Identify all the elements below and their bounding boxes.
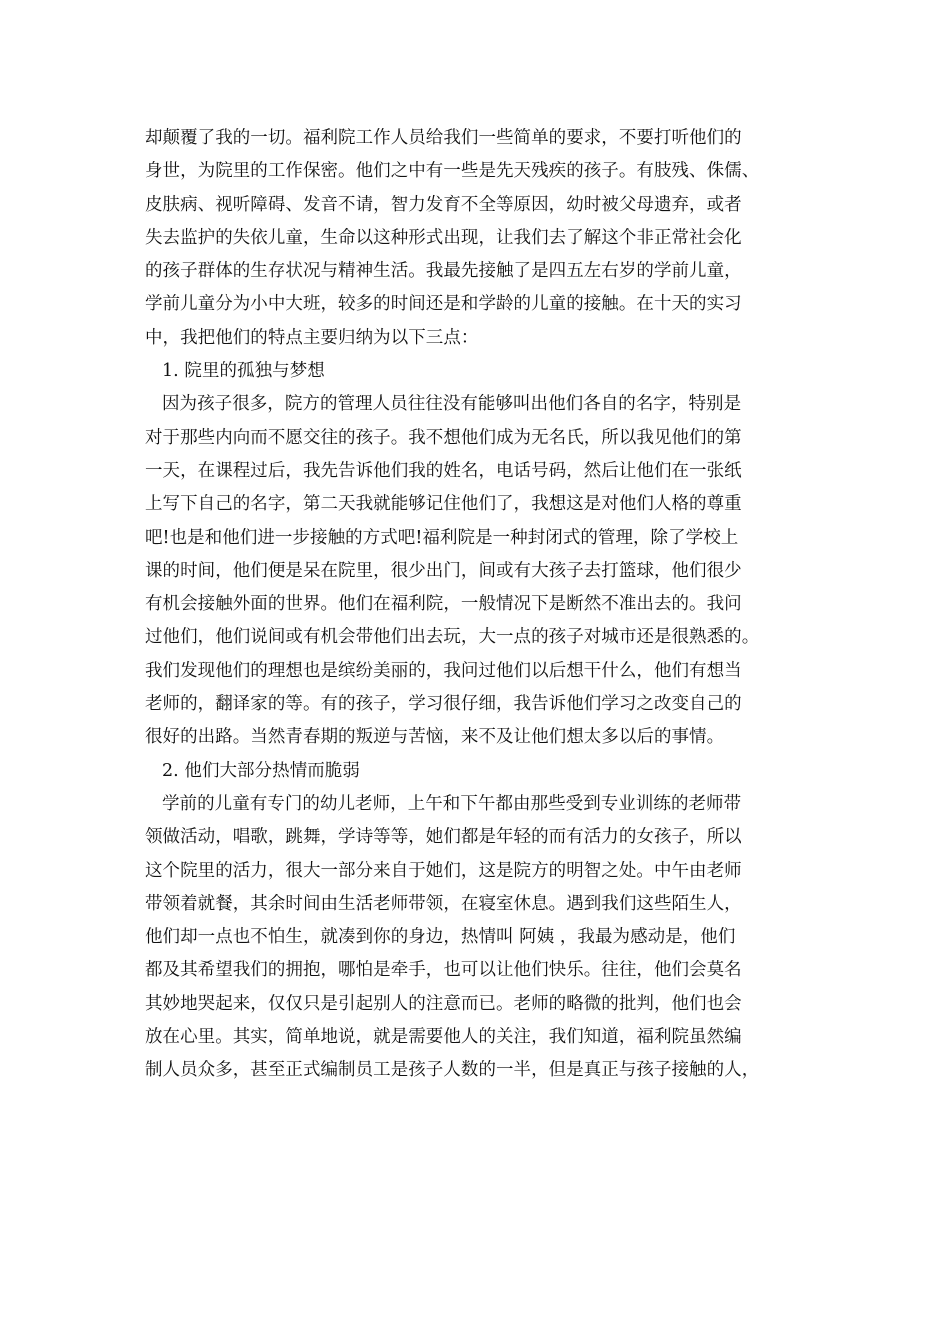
paragraph-line: 都及其希望我们的拥抱，哪怕是牵手，也可以让他们快乐。往往，他们会莫名	[145, 960, 742, 981]
paragraph-line: 其妙地哭起来，仅仅只是引起别人的注意而已。老师的略微的批判，他们也会	[145, 993, 742, 1014]
section-heading: 1. 院里的孤独与梦想	[162, 361, 325, 382]
paragraph-line: 对于那些内向而不愿交往的孩子。我不想他们成为无名氏，所以我见他们的第	[145, 427, 742, 448]
paragraph-line: 身世，为院里的工作保密。他们之中有一些是先天残疾的孩子。有肢残、侏儒、	[145, 161, 760, 182]
paragraph-line: 上写下自己的名字，第二天我就能够记住他们了，我想这是对他们人格的尊重	[145, 494, 742, 515]
paragraph-line: 放在心里。其实，简单地说，就是需要他人的关注，我们知道，福利院虽然编	[145, 1027, 742, 1048]
paragraph-line: 却颠覆了我的一切。福利院工作人员给我们一些简单的要求，不要打听他们的	[145, 128, 742, 148]
paragraph-line: 的孩子群体的生存状况与精神生活。我最先接触了是四五左右岁的学前儿童，	[145, 261, 742, 282]
paragraph-line: 制人员众多，甚至正式编制员工是孩子人数的一半，但是真正与孩子接触的人，	[145, 1060, 760, 1081]
paragraph-line: 有机会接触外面的世界。他们在福利院，一般情况下是断然不准出去的。我问	[145, 594, 742, 615]
paragraph-line: 一天，在课程过后，我先告诉他们我的姓名，电话号码，然后让他们在一张纸	[145, 460, 742, 481]
section-heading: 2. 他们大部分热情而脆弱	[162, 760, 360, 781]
paragraph-line: 皮肤病、视听障碍、发音不请，智力发育不全等原因，幼时被父母遗弃，或者	[145, 194, 742, 215]
paragraph-line: 学前儿童分为小中大班，较多的时间还是和学龄的儿童的接触。在十天的实习	[145, 294, 742, 315]
paragraph-line: 老师的，翻译家的等。有的孩子，学习很仔细，我告诉他们学习之改变自己的	[145, 694, 742, 715]
paragraph-line: 领做活动，唱歌，跳舞，学诗等等，她们都是年轻的而有活力的女孩子，所以	[145, 827, 742, 848]
body-text	[145, 122, 813, 1088]
paragraph-line: 我们发现他们的理想也是缤纷美丽的，我问过他们以后想干什么，他们有想当	[145, 660, 742, 681]
paragraph-line: 很好的出路。当然青春期的叛逆与苦恼，来不及让他们想太多以后的事情。	[145, 727, 725, 748]
paragraph-line: 中，我把他们的特点主要归纳为以下三点：	[145, 327, 479, 348]
paragraph-line: 失去监护的失依儿童，生命以这种形式出现，让我们去了解这个非正常社会化	[145, 227, 742, 248]
paragraph-line: 这个院里的活力，很大一部分来自于她们，这是院方的明智之处。中午由老师	[145, 860, 742, 881]
paragraph-line: 他们却一点也不怕生，就凑到你的身边，热情叫 阿姨 ，我最为感动是，他们	[145, 927, 736, 948]
paragraph-line: 带领着就餐，其余时间由生活老师带领，在寝室休息。遇到我们这些陌生人，	[145, 893, 742, 914]
paragraph-line: 吧!也是和他们进一步接触的方式吧!福利院是一种封闭式的管理，除了学校上	[145, 527, 739, 548]
paragraph-line: 课的时间，他们便是呆在院里，很少出门，间或有大孩子去打篮球，他们很少	[145, 560, 742, 581]
paragraph-line: 因为孩子很多，院方的管理人员往往没有能够叫出他们各自的名字，特别是	[162, 394, 742, 415]
paragraph-line: 过他们，他们说间或有机会带他们出去玩，大一点的孩子对城市还是很熟悉的。	[145, 627, 760, 648]
paragraph-line: 学前的儿童有专门的幼儿老师，上午和下午都由那些受到专业训练的老师带	[162, 793, 742, 814]
